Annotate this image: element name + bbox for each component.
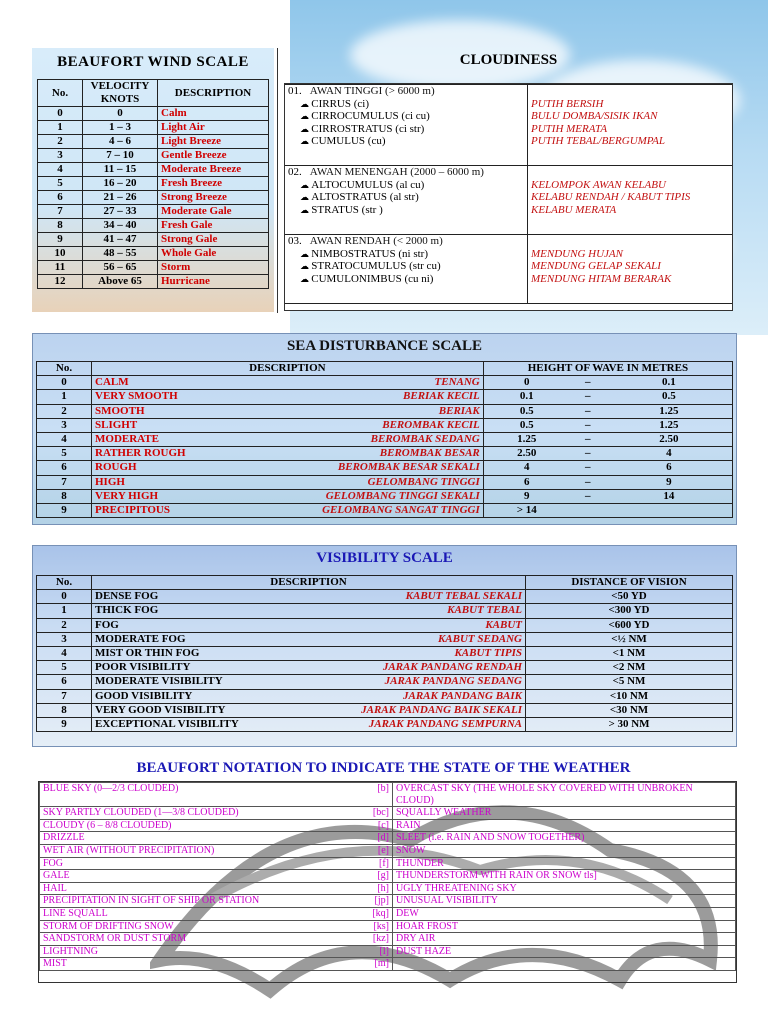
vis-desc-my: KABUT TEBAL SEKALI bbox=[297, 590, 526, 604]
cloud-meaning: KELABU MERATA bbox=[531, 203, 617, 216]
sea-desc-my: BEROMBAK KECIL bbox=[237, 418, 483, 432]
vis-distance: > 30 NM bbox=[526, 717, 733, 731]
notation-code: [m] bbox=[336, 958, 393, 971]
sea-no: 0 bbox=[37, 376, 92, 390]
cloud-meaning: PUTIH TEBAL/BERGUMPAL bbox=[531, 135, 665, 148]
visibility-row bbox=[37, 703, 733, 717]
notation-code: [jp] bbox=[336, 895, 393, 908]
vis-distance: <50 YD bbox=[526, 590, 733, 604]
notation-desc-right: THUNDER bbox=[393, 857, 736, 870]
wind-row bbox=[38, 149, 269, 163]
sea-desc-my: BERIAK KECIL bbox=[237, 390, 483, 404]
sea-desc-en: HIGH bbox=[92, 475, 238, 489]
cloud-icon: ☁ bbox=[300, 248, 312, 259]
sea-height-min: 0.5 bbox=[483, 418, 570, 432]
vis-no: 6 bbox=[37, 675, 92, 689]
notation-row bbox=[40, 832, 736, 845]
sea-no: 8 bbox=[37, 489, 92, 503]
wind-no: 2 bbox=[38, 135, 83, 149]
divider bbox=[277, 48, 278, 313]
sea-desc-en: ROUGH bbox=[92, 461, 238, 475]
sea-row bbox=[37, 390, 733, 404]
notation-desc-right: THUNDERSTORM WITH RAIN OR SNOW tls] bbox=[393, 870, 736, 883]
visibility-row bbox=[37, 618, 733, 632]
wind-knots: 41 – 47 bbox=[83, 233, 158, 247]
cloud-group bbox=[285, 235, 732, 304]
wind-no: 12 bbox=[38, 275, 83, 289]
sea-header-no: No. bbox=[37, 362, 92, 376]
cloud-icon: ☁ bbox=[300, 273, 312, 284]
vis-distance: <10 NM bbox=[526, 689, 733, 703]
sea-desc-my: BEROMBAK BESAR bbox=[237, 447, 483, 461]
sea-height-dash: – bbox=[570, 461, 606, 475]
wind-desc: Light Breeze bbox=[158, 135, 269, 149]
sea-disturbance-panel bbox=[32, 333, 737, 525]
sea-row bbox=[37, 447, 733, 461]
cloud-type: CUMULONIMBUS (cu ni) bbox=[311, 272, 434, 285]
vis-desc-en: POOR VISIBILITY bbox=[92, 661, 297, 675]
notation-desc: HAIL bbox=[40, 882, 337, 895]
notation-code: [f] bbox=[336, 857, 393, 870]
sea-height-dash: – bbox=[570, 376, 606, 390]
notation-row bbox=[40, 870, 736, 883]
notation-code: [e] bbox=[336, 844, 393, 857]
notation-code: [bc] bbox=[336, 807, 393, 820]
wind-no: 7 bbox=[38, 205, 83, 219]
wind-knots: 16 – 20 bbox=[83, 177, 158, 191]
sea-height-min: 9 bbox=[483, 489, 570, 503]
cloud-meaning: MENDUNG HUJAN bbox=[531, 247, 623, 260]
notation-row bbox=[40, 807, 736, 820]
notation-code: [d] bbox=[336, 832, 393, 845]
wind-no: 5 bbox=[38, 177, 83, 191]
cloud-type: STRATUS (str ) bbox=[311, 203, 383, 216]
cloud-meaning: PUTIH BERSIH bbox=[531, 97, 604, 110]
cloud-type: ALTOCUMULUS (al cu) bbox=[311, 178, 425, 191]
vis-no: 5 bbox=[37, 661, 92, 675]
sea-height-dash: – bbox=[570, 475, 606, 489]
cloud-group-left bbox=[285, 235, 528, 304]
notation-desc: DRIZZLE bbox=[40, 832, 337, 845]
sea-row bbox=[37, 418, 733, 432]
wind-knots: 1 – 3 bbox=[83, 121, 158, 135]
notation-code: [c] bbox=[336, 819, 393, 832]
vis-no: 8 bbox=[37, 703, 92, 717]
wind-desc: Moderate Breeze bbox=[158, 163, 269, 177]
wind-no: 11 bbox=[38, 261, 83, 275]
notation-desc-right: DUST HAZE bbox=[393, 945, 736, 958]
cloud-meaning: PUTIH MERATA bbox=[531, 122, 608, 135]
cloud-type: CIRRUS (ci) bbox=[311, 97, 369, 110]
wind-desc: Light Air bbox=[158, 121, 269, 135]
wind-row bbox=[38, 233, 269, 247]
wind-no: 4 bbox=[38, 163, 83, 177]
sea-height-max: 6 bbox=[606, 461, 733, 475]
cloud-icon: ☁ bbox=[300, 136, 312, 147]
wind-knots: 56 – 65 bbox=[83, 261, 158, 275]
sea-no: 6 bbox=[37, 461, 92, 475]
cloud-group-right bbox=[528, 85, 733, 166]
notation-title: BEAUFORT NOTATION TO INDICATE THE STATE OF THE WEATHER bbox=[136, 760, 631, 776]
sea-height-max: 1.25 bbox=[606, 418, 733, 432]
cloud-group-right bbox=[528, 235, 733, 304]
vis-distance: <600 YD bbox=[526, 618, 733, 632]
notation-desc-right: SNOW bbox=[393, 844, 736, 857]
visibility-row bbox=[37, 590, 733, 604]
sea-no: 1 bbox=[37, 390, 92, 404]
wind-no: 8 bbox=[38, 219, 83, 233]
wind-no: 6 bbox=[38, 191, 83, 205]
sea-table bbox=[36, 361, 733, 518]
vis-header-no: No. bbox=[37, 576, 92, 590]
wind-row bbox=[38, 135, 269, 149]
cloud-meaning: KELABU RENDAH / KABUT TIPIS bbox=[531, 191, 691, 204]
notation-row bbox=[40, 857, 736, 870]
wind-header-desc: DESCRIPTION bbox=[158, 80, 269, 107]
sea-header-height: HEIGHT OF WAVE IN METRES bbox=[483, 362, 732, 376]
visibility-row bbox=[37, 717, 733, 731]
vis-distance: <2 NM bbox=[526, 661, 733, 675]
notation-desc: FOG bbox=[40, 857, 337, 870]
wind-header-knots: VELOCITY KNOTS bbox=[83, 80, 158, 107]
vis-desc-en: MODERATE FOG bbox=[92, 632, 297, 646]
sea-no: 3 bbox=[37, 418, 92, 432]
sea-height-dash: – bbox=[570, 489, 606, 503]
vis-no: 2 bbox=[37, 618, 92, 632]
sea-height-min: 0.1 bbox=[483, 390, 570, 404]
sea-height-dash: – bbox=[570, 447, 606, 461]
wind-desc: Whole Gale bbox=[158, 247, 269, 261]
visibility-row bbox=[37, 646, 733, 660]
notation-table bbox=[38, 781, 737, 983]
vis-no: 3 bbox=[37, 632, 92, 646]
sea-title: SEA DISTURBANCE SCALE bbox=[286, 338, 483, 354]
wind-knots: 48 – 55 bbox=[83, 247, 158, 261]
sea-height-max: 14 bbox=[606, 489, 733, 503]
notation-desc-right: SLEET (i.e. RAIN AND SNOW TOGETHER) bbox=[393, 832, 736, 845]
sea-desc-my: TENANG bbox=[237, 376, 483, 390]
sea-desc-en: MODERATE bbox=[92, 432, 238, 446]
sea-desc-en: PRECIPITOUS bbox=[92, 503, 238, 517]
sea-row bbox=[37, 475, 733, 489]
sea-row bbox=[37, 404, 733, 418]
cloud-group bbox=[285, 85, 732, 166]
vis-header-distance: DISTANCE OF VISION bbox=[526, 576, 733, 590]
wind-header-no: No. bbox=[38, 80, 83, 107]
notation-desc-right: OVERCAST SKY (THE WHOLE SKY COVERED WITH UNBROKEN CLOUD) bbox=[393, 783, 736, 807]
wind-row bbox=[38, 247, 269, 261]
sea-row bbox=[37, 432, 733, 446]
cloud-icon: ☁ bbox=[300, 204, 312, 215]
vis-desc-my: JARAK PANDANG SEMPURNA bbox=[297, 717, 526, 731]
notation-desc: CLOUDY (6 – 8/8 CLOUDED) bbox=[40, 819, 337, 832]
notation-desc-right: SQUALLY WEATHER bbox=[393, 807, 736, 820]
visibility-table bbox=[36, 575, 733, 732]
vis-distance: <½ NM bbox=[526, 632, 733, 646]
sea-height-max: 4 bbox=[606, 447, 733, 461]
notation-row bbox=[40, 945, 736, 958]
cloud-meaning: MENDUNG HITAM BERARAK bbox=[531, 272, 672, 285]
wind-desc: Hurricane bbox=[158, 275, 269, 289]
notation-desc-right: DRY AIR bbox=[393, 933, 736, 946]
notation-row bbox=[40, 958, 736, 971]
vis-desc-en: MODERATE VISIBILITY bbox=[92, 675, 297, 689]
cloud-type: CUMULUS (cu) bbox=[311, 135, 386, 148]
sea-desc-my: GELOMBANG SANGAT TINGGI bbox=[237, 503, 483, 517]
notation-desc-right: RAIN bbox=[393, 819, 736, 832]
cloudiness-title: CLOUDINESS bbox=[459, 52, 558, 68]
notation-desc: STORM OF DRIFTING SNOW bbox=[40, 920, 337, 933]
sea-height-min: 0 bbox=[483, 376, 570, 390]
notation-code: [h] bbox=[336, 882, 393, 895]
vis-desc-en: VERY GOOD VISIBILITY bbox=[92, 703, 297, 717]
visibility-row bbox=[37, 675, 733, 689]
notation-desc: SANDSTORM OR DUST STORM bbox=[40, 933, 337, 946]
wind-row bbox=[38, 121, 269, 135]
cloud-icon: ☁ bbox=[300, 123, 312, 134]
notation-desc: LIGHTNING bbox=[40, 945, 337, 958]
notation-desc: MIST bbox=[40, 958, 337, 971]
sea-height-min: 4 bbox=[483, 461, 570, 475]
vis-desc-en: DENSE FOG bbox=[92, 590, 297, 604]
vis-no: 0 bbox=[37, 590, 92, 604]
sea-height-dash: – bbox=[570, 404, 606, 418]
cloud-group-name: AWAN RENDAH (< 2000 m) bbox=[309, 235, 443, 247]
cloud-group-name: AWAN TINGGI (> 6000 m) bbox=[309, 85, 435, 97]
notation-row bbox=[40, 907, 736, 920]
notation-code: [kq] bbox=[336, 907, 393, 920]
vis-desc-en: GOOD VISIBILITY bbox=[92, 689, 297, 703]
cloudiness-table bbox=[284, 83, 733, 311]
cloud-group bbox=[285, 166, 732, 235]
sea-height-max: 0.1 bbox=[606, 376, 733, 390]
vis-desc-my: JARAK PANDANG SEDANG bbox=[297, 675, 526, 689]
wind-table bbox=[37, 79, 269, 289]
notation-code: [g] bbox=[336, 870, 393, 883]
cloud-group-left bbox=[285, 85, 528, 166]
visibility-row bbox=[37, 689, 733, 703]
sea-height-max bbox=[606, 503, 733, 517]
sea-height-min: 0.5 bbox=[483, 404, 570, 418]
sea-desc-my: BEROMBAK SEDANG bbox=[237, 432, 483, 446]
visibility-row bbox=[37, 661, 733, 675]
wind-desc: Gentle Breeze bbox=[158, 149, 269, 163]
sea-desc-en: VERY HIGH bbox=[92, 489, 238, 503]
wind-row bbox=[38, 275, 269, 289]
wind-knots: 34 – 40 bbox=[83, 219, 158, 233]
sea-row bbox=[37, 489, 733, 503]
vis-desc-en: EXCEPTIONAL VISIBILITY bbox=[92, 717, 297, 731]
sea-height-max: 0.5 bbox=[606, 390, 733, 404]
notation-desc: GALE bbox=[40, 870, 337, 883]
vis-distance: <30 NM bbox=[526, 703, 733, 717]
sea-desc-en: SMOOTH bbox=[92, 404, 238, 418]
wind-no: 10 bbox=[38, 247, 83, 261]
notation-desc: BLUE SKY (0—2/3 CLOUDED) bbox=[40, 783, 337, 807]
wind-no: 9 bbox=[38, 233, 83, 247]
vis-desc-my: KABUT SEDANG bbox=[297, 632, 526, 646]
cloud-group-right bbox=[528, 166, 733, 235]
vis-no: 1 bbox=[37, 604, 92, 618]
notation-row bbox=[40, 895, 736, 908]
sea-desc-my: BEROMBAK BESAR SEKALI bbox=[237, 461, 483, 475]
sea-desc-en: SLIGHT bbox=[92, 418, 238, 432]
sea-desc-my: GELOMBANG TINGGI bbox=[237, 475, 483, 489]
cloud-type: CIRROCUMULUS (ci cu) bbox=[311, 110, 430, 123]
wind-knots: 11 – 15 bbox=[83, 163, 158, 177]
notation-row bbox=[40, 920, 736, 933]
cloud-icon: ☁ bbox=[300, 98, 312, 109]
vis-distance: <1 NM bbox=[526, 646, 733, 660]
vis-desc-my: JARAK PANDANG BAIK bbox=[297, 689, 526, 703]
vis-no: 7 bbox=[37, 689, 92, 703]
notation-row bbox=[40, 819, 736, 832]
wind-desc: Fresh Gale bbox=[158, 219, 269, 233]
wind-title: BEAUFORT WIND SCALE bbox=[57, 54, 249, 70]
sea-no: 5 bbox=[37, 447, 92, 461]
vis-desc-en: MIST OR THIN FOG bbox=[92, 646, 297, 660]
notation-desc: SKY PARTLY CLOUDED (1—3/8 CLOUDED) bbox=[40, 807, 337, 820]
sea-height-dash: – bbox=[570, 418, 606, 432]
sea-desc-en: VERY SMOOTH bbox=[92, 390, 238, 404]
notation-desc: LINE SQUALL bbox=[40, 907, 337, 920]
notation-code: [l] bbox=[336, 945, 393, 958]
vis-header-desc: DESCRIPTION bbox=[92, 576, 526, 590]
wind-desc: Strong Gale bbox=[158, 233, 269, 247]
notation-row bbox=[40, 882, 736, 895]
wind-row bbox=[38, 177, 269, 191]
visibility-panel bbox=[32, 545, 737, 747]
wind-row bbox=[38, 107, 269, 121]
notation-desc-right: UGLY THREATENING SKY bbox=[393, 882, 736, 895]
vis-desc-my: JARAK PANDANG RENDAH bbox=[297, 661, 526, 675]
visibility-row bbox=[37, 632, 733, 646]
wind-row bbox=[38, 219, 269, 233]
notation-code: [b] bbox=[336, 783, 393, 807]
cloud-group-num: 02. bbox=[288, 166, 302, 178]
sea-row bbox=[37, 503, 733, 517]
vis-desc-my: KABUT bbox=[297, 618, 526, 632]
sea-height-max: 1.25 bbox=[606, 404, 733, 418]
notation-row bbox=[40, 783, 736, 807]
cloud-group-num: 03. bbox=[288, 235, 302, 247]
notation-code: [ks] bbox=[336, 920, 393, 933]
vis-no: 4 bbox=[37, 646, 92, 660]
sea-height-min: 6 bbox=[483, 475, 570, 489]
sea-no: 7 bbox=[37, 475, 92, 489]
notation-desc: WET AIR (WITHOUT PRECIPITATION) bbox=[40, 844, 337, 857]
cloud-meaning: KELOMPOK AWAN KELABU bbox=[531, 178, 666, 191]
cloud-group-name: AWAN MENENGAH (2000 – 6000 m) bbox=[309, 166, 484, 178]
wind-row bbox=[38, 205, 269, 219]
cloud-type: CIRROSTRATUS (ci str) bbox=[311, 122, 425, 135]
vis-desc-my: KABUT TIPIS bbox=[297, 646, 526, 660]
sea-desc-en: CALM bbox=[92, 376, 238, 390]
wind-row bbox=[38, 191, 269, 205]
sea-height-max: 2.50 bbox=[606, 432, 733, 446]
sea-no: 4 bbox=[37, 432, 92, 446]
sea-desc-en: RATHER ROUGH bbox=[92, 447, 238, 461]
sea-header-desc: DESCRIPTION bbox=[92, 362, 484, 376]
wind-desc: Calm bbox=[158, 107, 269, 121]
notation-desc-right: UNUSUAL VISIBILITY bbox=[393, 895, 736, 908]
vis-desc-en: THICK FOG bbox=[92, 604, 297, 618]
sea-height-min: 1.25 bbox=[483, 432, 570, 446]
sea-height-dash: – bbox=[570, 432, 606, 446]
notation-code: [kz] bbox=[336, 933, 393, 946]
beaufort-wind-panel bbox=[32, 48, 274, 312]
wind-no: 3 bbox=[38, 149, 83, 163]
cloud-type: NIMBOSTRATUS (ni str) bbox=[311, 247, 428, 260]
wind-knots: 27 – 33 bbox=[83, 205, 158, 219]
cloud-icon: ☁ bbox=[300, 192, 312, 203]
sea-no: 2 bbox=[37, 404, 92, 418]
sea-height-min: 2.50 bbox=[483, 447, 570, 461]
cloud-icon: ☁ bbox=[300, 179, 312, 190]
wind-row bbox=[38, 261, 269, 275]
sea-height-max: 9 bbox=[606, 475, 733, 489]
cloud-type: STRATOCUMULUS (str cu) bbox=[311, 260, 441, 273]
sea-height-dash bbox=[570, 503, 606, 517]
sea-desc-my: GELOMBANG TINGGI SEKALI bbox=[237, 489, 483, 503]
notation-desc-right: DEW bbox=[393, 907, 736, 920]
vis-distance: <300 YD bbox=[526, 604, 733, 618]
wind-knots: 4 – 6 bbox=[83, 135, 158, 149]
wind-desc: Storm bbox=[158, 261, 269, 275]
sea-no: 9 bbox=[37, 503, 92, 517]
notation-row bbox=[40, 844, 736, 857]
vis-no: 9 bbox=[37, 717, 92, 731]
notation-desc: PRECIPITATION IN SIGHT OF SHIP OR STATION bbox=[40, 895, 337, 908]
sea-height-min: > 14 bbox=[483, 503, 570, 517]
vis-desc-en: FOG bbox=[92, 618, 297, 632]
vis-desc-my: KABUT TEBAL bbox=[297, 604, 526, 618]
sea-row bbox=[37, 376, 733, 390]
wind-row bbox=[38, 163, 269, 177]
sea-desc-my: BERIAK bbox=[237, 404, 483, 418]
sea-height-dash: – bbox=[570, 390, 606, 404]
visibility-row bbox=[37, 604, 733, 618]
cloud-group-left bbox=[285, 166, 528, 235]
wind-no: 0 bbox=[38, 107, 83, 121]
wind-desc: Strong Breeze bbox=[158, 191, 269, 205]
notation-row bbox=[40, 933, 736, 946]
vis-distance: <5 NM bbox=[526, 675, 733, 689]
cloud-icon: ☁ bbox=[300, 261, 312, 272]
sea-row bbox=[37, 461, 733, 475]
notation-desc-right: HOAR FROST bbox=[393, 920, 736, 933]
wind-desc: Fresh Breeze bbox=[158, 177, 269, 191]
notation-desc-right bbox=[393, 958, 736, 971]
wind-desc: Moderate Gale bbox=[158, 205, 269, 219]
cloud-group-num: 01. bbox=[288, 85, 302, 97]
wind-knots: 21 – 26 bbox=[83, 191, 158, 205]
vis-desc-my: JARAK PANDANG BAIK SEKALI bbox=[297, 703, 526, 717]
cloud-icon: ☁ bbox=[300, 111, 312, 122]
visibility-title: VISIBILITY SCALE bbox=[316, 550, 453, 566]
wind-knots: Above 65 bbox=[83, 275, 158, 289]
cloud-meaning: BULU DOMBA/SISIK IKAN bbox=[531, 110, 658, 123]
cloud-meaning: MENDUNG GELAP SEKALI bbox=[531, 260, 661, 273]
wind-knots: 7 – 10 bbox=[83, 149, 158, 163]
wind-knots: 0 bbox=[83, 107, 158, 121]
cloud-type: ALTOSTRATUS (al str) bbox=[311, 191, 419, 204]
wind-no: 1 bbox=[38, 121, 83, 135]
